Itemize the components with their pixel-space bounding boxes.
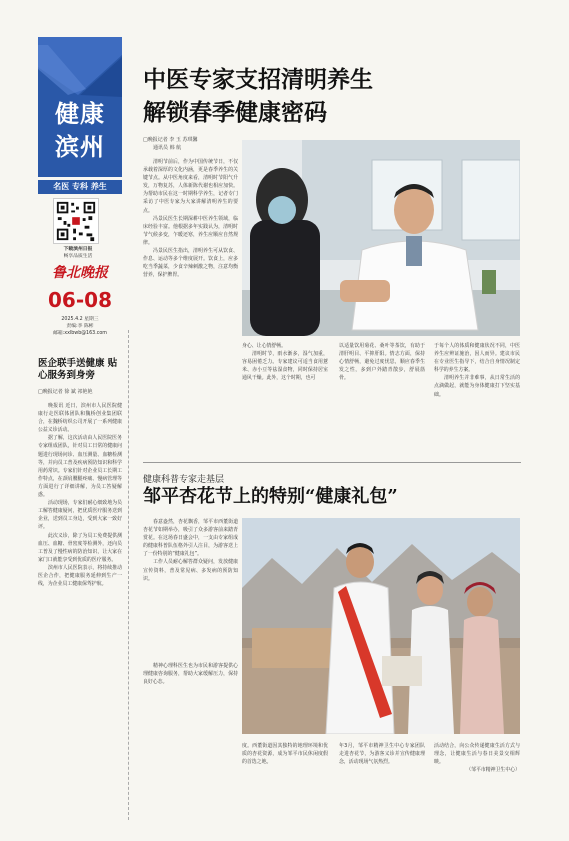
article1-byline-line2: 通讯员 韩 航 <box>153 145 182 151</box>
masthead-slogan: 名医 专科 养生 <box>38 180 122 194</box>
issue-info <box>40 316 120 337</box>
article1-column-4 <box>434 342 520 444</box>
qr-caption <box>38 246 118 260</box>
article2-kicker: 健康科普专家走基层 <box>143 475 225 485</box>
sidebar-paragraph: 活动现场，专家们耐心细致地为员工解答健康疑问，把优质医疗服务送到企业，送到员工身边，受到大家一致好评。 <box>38 500 122 531</box>
article1-headline-line2: 解锁春季健康密码 <box>143 99 327 126</box>
article1-paragraph: 清明节前后，作为中国传统节日，不仅承载着深厚的文化内涵，更是春季养生的关键节点。从中医角度来看，清明时节阳气升发，万物复苏，人体新陈代谢也相应加快。为帮助市民在这一时期科学养生，记者专门采访了中医专家为大家讲解清明养生的要点。 <box>143 159 238 214</box>
article1-paragraph: 清明时节，雨水渐多，湿气加重，容易困倦乏力。专家建议可适当食用薏米、赤小豆等祛湿食物，同时保持居室通风干燥。此外，这个时期，也可 <box>242 351 328 382</box>
article1-paragraph: 冯景民医生长期深耕中医养生领域，临床经验丰富。他根据多年实践认为，清明时节气候多变，乍暖还寒，养生应顺应自然规律。 <box>143 215 238 246</box>
masthead-title <box>38 97 122 163</box>
article1-paragraph: 清明养生并非难事，从日常生活的点滴做起，就能为身体健康打下坚实基础。 <box>434 375 520 398</box>
masthead-title-line1: 健康 <box>55 99 105 128</box>
article2-column-5 <box>434 742 520 808</box>
article2-photo-health-outreach <box>242 518 520 734</box>
sidebar-paragraph: 滨州市人民医院表示，将持续推动医企合作，把健康服务延伸到生产一线，为企业员工健康保驾护航。 <box>38 564 122 588</box>
sidebar-headline: 医企联手送健康 贴心服务到身旁 <box>38 358 118 381</box>
article2-paragraph: 度。西董街道因其独特的地理环境和优质的杏花资源，成为邹平市民休闲度假的首选之地。 <box>242 743 328 766</box>
sidebar-paragraph: 晚报讯 近日，滨州市人民医院健康行走医联体团队和魏桥创业集团联合，在魏桥纺织公司开展了一系列健康公益义诊活动。 <box>38 403 122 434</box>
issue-editor: 责编:李 陈彬 <box>66 324 94 329</box>
article2-paragraph: 工作人员耐心解答群众疑问，发放健康宣传资料，普及常见病、多发病的预防知识。 <box>143 559 238 582</box>
newspaper-logo: 鲁北晚报 <box>52 265 108 281</box>
article1-column-2 <box>242 342 328 444</box>
qr-code[interactable] <box>53 198 99 244</box>
article1-column-3 <box>339 342 425 444</box>
qr-caption-line1: 下载滨州日报 <box>63 247 93 252</box>
page-number: 06-08 <box>48 288 112 312</box>
qr-caption-line2: 畅享品质生活 <box>63 254 93 259</box>
issue-email: 邮箱:xxlbwb@163.com <box>53 331 107 336</box>
sidebar-byline: □晚报记者 徐 斌 祁艳艳 <box>38 389 93 395</box>
article2-column-4 <box>339 742 425 808</box>
article2-source: （邹平市精神卫生中心） <box>466 767 520 774</box>
masthead-decoration <box>38 37 122 97</box>
article2-paragraph: 精神心理科医生也为市民和游客提供心理健康咨询服务，帮助大家缓解压力，保持良好心态。 <box>143 663 238 686</box>
article2-column-1 <box>143 518 238 658</box>
article1-headline-line1: 中医专家支招清明养生 <box>143 66 373 93</box>
article2-column-3 <box>242 742 328 808</box>
masthead-title-line2: 滨州 <box>55 132 105 161</box>
article2-column-2 <box>143 662 238 812</box>
section-divider <box>143 462 521 463</box>
article1-headline <box>143 63 523 129</box>
article2-paragraph: 春意盎然，杏花飘香，邹平市西董街道杏花节如期举办，吸引了众多游客前来踏青赏花。在这场春日盛会中，一支由专家组成的健康科普队伍格外引人注目，为游客送上了一份特别的“健康礼包”。 <box>143 519 238 558</box>
article2-paragraph: 活动结合，向公众传递健康生活方式与理念，让健康生活与春日美景交相辉映。 <box>434 743 520 766</box>
sidebar-paragraph: 据了解，这次活动由人民医院医务专家组成团队，针对员工日常的健康问题进行现场问诊、血压测量、血糖检测等，并向员工普及疾病预防知识和科学用药常识。专家们针对企业员工长期工作特点，在颈肩腰腿疼痛、慢病管理等方面进行了详细讲解，为员工答疑解惑。 <box>38 435 122 499</box>
article1-byline-line1: □晚报记者 李 玉 苏琪馨 <box>143 137 198 143</box>
article1-column-1 <box>143 158 238 342</box>
article1-paragraph: 于每个人的体质和健康状况不同，中医养生应辨证施治，因人而异。建议市民在专业医生指导下，结合自身情况制定科学的养生方案。 <box>434 343 520 374</box>
column-divider <box>128 330 129 820</box>
article2-paragraph: 年3月，邹平市精神卫生中心专家团队走进杏花节，为游客义诊并宣传健康理念，活动现场气氛热烈。 <box>339 743 425 766</box>
article1-paragraph: 冯景民医生指出，清明养生可从饮食、作息、运动等多个维度展开。饮食上，应多吃当季蔬菜，少食辛辣刺激之物，注意均衡营养，保护脾胃。 <box>143 248 238 279</box>
article1-photo-doctor-consultation <box>242 140 520 336</box>
article1-paragraph: 以适量饮用菊花、桑叶等茶饮，有助于清肝明目、平抑肝阳。情志方面，保持心情舒畅，避免过度忧思，顺应春季生发之性，多到户外踏青散步，舒展筋骨。 <box>339 343 425 382</box>
issue-date: 2025.4.2 星期三 <box>61 317 99 322</box>
article2-headline: 邹平杏花节上的特别“健康礼包” <box>143 486 398 507</box>
masthead-block <box>38 37 122 177</box>
sidebar-paragraph: 此次义诊，除了为员工免费提供测血压、血糖、骨密度等检测外，还向员工普及了慢性病的防治知识，让大家在家门口就能享受到优质的医疗服务。 <box>38 532 122 563</box>
sidebar-body <box>38 402 122 841</box>
article1-paragraph: 身心、让心情舒畅。 <box>242 343 287 349</box>
